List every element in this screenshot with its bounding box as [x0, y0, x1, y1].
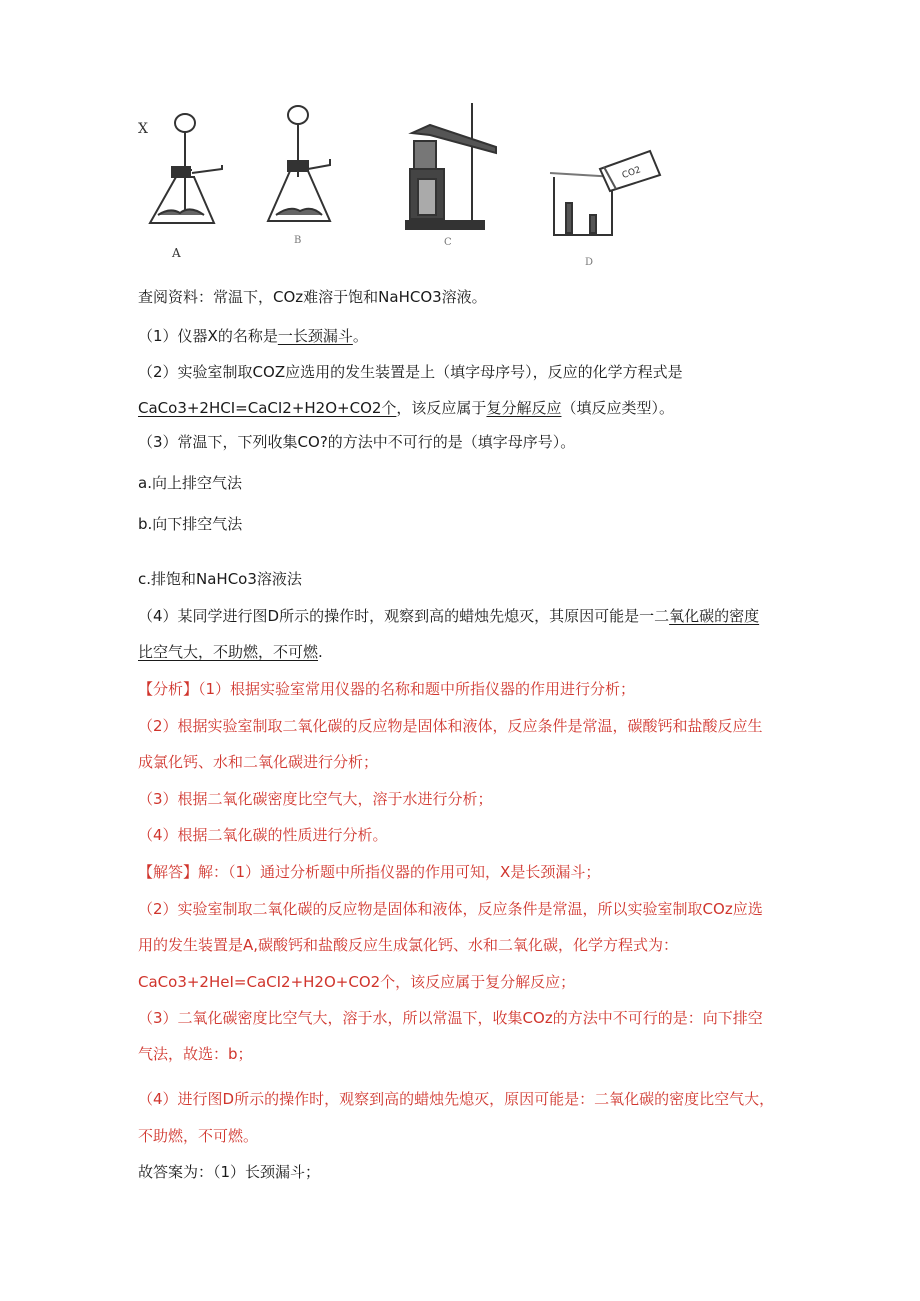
text-segment: （填反应类型）。	[561, 399, 674, 417]
text-segment: 【分析】（1）根据实验室常用仪器的名称和题中所指仪器的作用进行分析；	[138, 680, 636, 698]
apparatus-b	[268, 106, 330, 221]
text-line	[138, 398, 674, 418]
label-b: B	[294, 235, 302, 246]
text-line	[138, 862, 600, 882]
text-line	[138, 287, 487, 307]
answer-text: 一长颈漏斗	[277, 327, 353, 345]
text-line	[138, 432, 575, 452]
text-line	[138, 642, 323, 662]
text-segment: c.排饱和NaHCo3溶液法	[138, 570, 302, 588]
text-segment: 用的发生装置是A,碳酸钙和盐酸反应生成氯化钙、水和二氧化碳，化学方程式为：	[138, 936, 679, 954]
text-segment: （3）二氧化碳密度比空气大，溶于水，所以常温下，收集COz的方法中不可行的是：向下排空	[138, 1009, 763, 1027]
text-segment: （2）实验室制取COZ应选用的发生装置是上（填字母序号），反应的化学方程式是	[138, 363, 683, 381]
text-line	[138, 473, 242, 493]
text-segment: .	[318, 643, 323, 661]
text-line	[138, 1008, 763, 1028]
label-c: C	[444, 237, 452, 248]
text-line	[138, 1126, 258, 1146]
apparatus-c	[406, 103, 496, 229]
text-line	[138, 1044, 253, 1064]
text-segment: ，该反应属于	[396, 399, 487, 417]
text-segment: （2）实验室制取二氧化碳的反应物是固体和液体，反应条件是常温，所以实验室制取COz应选	[138, 900, 763, 918]
label-d: D	[585, 257, 594, 268]
text-line	[138, 825, 388, 845]
text-segment: （3）常温下，下列收集CO?的方法中不可行的是（填字母序号）。	[138, 433, 576, 451]
apparatus-a	[150, 114, 222, 223]
text-line	[138, 1089, 774, 1109]
text-line	[138, 935, 678, 955]
text-line	[138, 606, 759, 626]
text-segment: （3）根据二氧化碳密度比空气大，溶于水进行分析；	[138, 790, 493, 808]
text-segment: （4）根据二氧化碳的性质进行分析。	[138, 826, 388, 844]
text-segment: 成氯化钙、水和二氧化碳进行分析；	[138, 753, 379, 771]
co2-label: CO2	[620, 165, 643, 182]
answer-text: 复分解反应	[486, 399, 562, 417]
text-segment: a.向上排空气法	[138, 474, 242, 492]
text-segment: 故答案为：（1）长颈漏斗；	[138, 1163, 321, 1181]
apparatus-drawing	[130, 95, 690, 275]
label-a: A	[172, 246, 181, 260]
text-line	[138, 789, 493, 809]
text-line	[138, 899, 763, 919]
apparatus-figure	[130, 95, 690, 275]
text-segment: 【解答】解：（1）通过分析题中所指仪器的作用可知，X是长颈漏斗；	[138, 863, 601, 881]
text-segment: （4）某同学进行图D所示的操作时，观察到高的蜡烛先熄灭，其原因可能是一二	[138, 607, 670, 625]
text-segment: （2）根据实验室制取二氧化碳的反应物是固体和液体，反应条件是常温，碳酸钙和盐酸反应生	[138, 717, 763, 735]
text-line	[138, 752, 378, 772]
apparatus-d	[550, 151, 660, 235]
text-line	[138, 569, 302, 589]
text-segment: CaCo3+2HeI=CaCI2+H2O+CO2个，该反应属于复分解反应；	[138, 973, 576, 991]
label-x: X	[138, 121, 148, 137]
text-segment: 。	[352, 327, 368, 345]
text-line	[138, 679, 635, 699]
text-line	[138, 716, 763, 736]
text-line	[138, 514, 242, 534]
text-line	[138, 972, 575, 992]
text-line	[138, 326, 368, 346]
text-line	[138, 1162, 320, 1182]
text-line	[138, 362, 683, 382]
text-segment: 查阅资料：常温下，COz难溶于饱和NaHCO3溶液。	[138, 288, 487, 306]
answer-text: CaCo3+2HCI=CaCI2+H2O+CO2个	[138, 399, 397, 417]
text-segment: 不助燃，不可燃。	[138, 1127, 259, 1145]
answer-text: 氧化碳的密度	[669, 607, 760, 625]
text-segment: 气法，故选：b；	[138, 1045, 253, 1063]
text-segment: b.向下排空气法	[138, 515, 243, 533]
text-segment: （4）进行图D所示的操作时，观察到高的蜡烛先熄灭，原因可能是：二氧化碳的密度比空气大，	[138, 1090, 775, 1108]
text-segment: （1）仪器X的名称是	[138, 327, 278, 345]
answer-text: 比空气大，不助燃，不可燃	[138, 643, 319, 661]
